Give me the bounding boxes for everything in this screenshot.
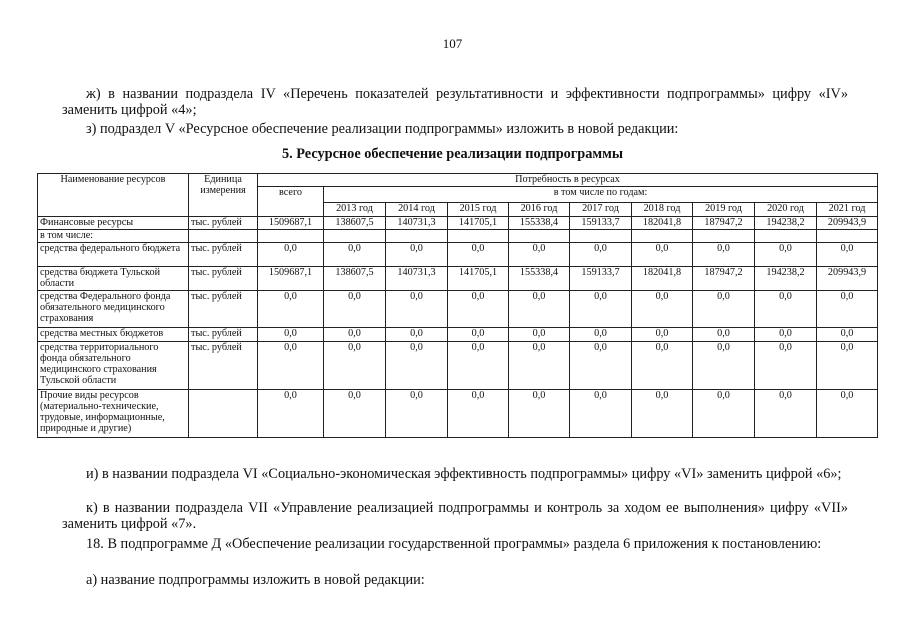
resource-name: Прочие виды ресурсов (материально-технические, трудовые, информационные, природные и другие) xyxy=(38,390,189,438)
year-value xyxy=(448,230,509,243)
year-value: 159133,7 xyxy=(570,267,632,291)
year-value: 0,0 xyxy=(570,291,632,328)
paragraph-i: и) в названии подраздела VI «Социально-экономическая эффективность подпрограммы» цифру «VI» заменить цифрой «6»; xyxy=(86,466,842,482)
year-value: 0,0 xyxy=(448,243,509,267)
year-value: 0,0 xyxy=(817,390,878,438)
year-value: 0,0 xyxy=(755,328,817,342)
header-resource-name: Наименование ресурсов xyxy=(38,174,189,217)
year-value: 0,0 xyxy=(509,243,570,267)
table-row xyxy=(38,291,878,328)
total-value: 0,0 xyxy=(258,328,324,342)
year-value: 0,0 xyxy=(509,291,570,328)
page-number: 107 xyxy=(442,36,463,51)
year-value: 0,0 xyxy=(693,328,755,342)
year-value: 0,0 xyxy=(509,342,570,390)
resource-name: средства федерального бюджета xyxy=(38,243,189,267)
resource-unit xyxy=(189,390,258,438)
year-value: 0,0 xyxy=(817,243,878,267)
header-by-years: в том числе по годам: xyxy=(324,187,878,203)
total-value: 0,0 xyxy=(258,291,324,328)
year-value xyxy=(693,230,755,243)
year-value: 0,0 xyxy=(693,291,755,328)
year-value: 0,0 xyxy=(570,328,632,342)
year-value: 0,0 xyxy=(386,328,448,342)
table-row xyxy=(38,342,878,390)
year-value: 0,0 xyxy=(693,342,755,390)
year-value: 141705,1 xyxy=(448,267,509,291)
header-year: 2017 год xyxy=(570,203,632,217)
year-value xyxy=(570,230,632,243)
year-value: 138607,5 xyxy=(324,217,386,230)
year-value xyxy=(324,230,386,243)
year-value: 0,0 xyxy=(448,291,509,328)
total-value xyxy=(258,230,324,243)
year-value: 0,0 xyxy=(755,390,817,438)
table-row xyxy=(38,217,878,230)
year-value: 0,0 xyxy=(570,243,632,267)
resource-unit: тыс. рублей xyxy=(189,243,258,267)
header-year: 2020 год xyxy=(755,203,817,217)
year-value: 0,0 xyxy=(509,328,570,342)
year-value: 0,0 xyxy=(386,243,448,267)
year-value: 0,0 xyxy=(817,291,878,328)
header-total: всего xyxy=(258,187,324,217)
table-row xyxy=(38,328,878,342)
year-value: 159133,7 xyxy=(570,217,632,230)
header-need: Потребность в ресурсах xyxy=(258,174,878,187)
year-value: 209943,9 xyxy=(817,217,878,230)
header-year: 2014 год xyxy=(386,203,448,217)
resource-name: Финансовые ресурсы xyxy=(38,217,189,230)
year-value: 0,0 xyxy=(386,342,448,390)
year-value: 0,0 xyxy=(448,328,509,342)
year-value: 182041,8 xyxy=(632,267,693,291)
year-value: 182041,8 xyxy=(632,217,693,230)
resource-unit: тыс. рублей xyxy=(189,291,258,328)
paragraph-zh: ж) в названии подраздела IV «Перечень показателей результативности и эффективности подпрограммы» цифру «IV» заменить цифрой «4»; xyxy=(62,86,848,118)
year-value: 0,0 xyxy=(509,390,570,438)
year-value xyxy=(386,230,448,243)
resource-unit: тыс. рублей xyxy=(189,267,258,291)
year-value: 0,0 xyxy=(693,243,755,267)
year-value xyxy=(632,230,693,243)
year-value: 0,0 xyxy=(448,390,509,438)
year-value: 141705,1 xyxy=(448,217,509,230)
year-value: 187947,2 xyxy=(693,217,755,230)
resource-unit: тыс. рублей xyxy=(189,328,258,342)
resource-unit xyxy=(189,230,258,243)
total-value: 0,0 xyxy=(258,390,324,438)
year-value: 0,0 xyxy=(755,291,817,328)
year-value xyxy=(755,230,817,243)
paragraph-a: а) название подпрограммы изложить в новой редакции: xyxy=(86,572,425,588)
resource-unit: тыс. рублей xyxy=(189,342,258,390)
header-year: 2021 год xyxy=(817,203,878,217)
year-value: 194238,2 xyxy=(755,217,817,230)
resource-name: в том числе: xyxy=(38,230,189,243)
year-value: 0,0 xyxy=(324,342,386,390)
header-year: 2019 год xyxy=(693,203,755,217)
section-heading: 5. Ресурсное обеспечение реализации подпрограммы xyxy=(281,146,624,162)
year-value: 138607,5 xyxy=(324,267,386,291)
table-row xyxy=(38,390,878,438)
year-value: 0,0 xyxy=(755,342,817,390)
header-unit: Единица измерения xyxy=(189,174,258,217)
table-row xyxy=(38,267,878,291)
total-value: 0,0 xyxy=(258,342,324,390)
year-value: 0,0 xyxy=(324,390,386,438)
total-value: 1509687,1 xyxy=(258,217,324,230)
year-value: 0,0 xyxy=(386,390,448,438)
year-value: 0,0 xyxy=(570,390,632,438)
year-value xyxy=(817,230,878,243)
year-value: 0,0 xyxy=(632,243,693,267)
table-row xyxy=(38,230,878,243)
year-value: 0,0 xyxy=(632,342,693,390)
year-value: 155338,4 xyxy=(509,267,570,291)
year-value: 0,0 xyxy=(817,342,878,390)
year-value: 155338,4 xyxy=(509,217,570,230)
year-value: 0,0 xyxy=(632,291,693,328)
total-value: 0,0 xyxy=(258,243,324,267)
total-value: 1509687,1 xyxy=(258,267,324,291)
resource-unit: тыс. рублей xyxy=(189,217,258,230)
year-value: 140731,3 xyxy=(386,267,448,291)
year-value: 209943,9 xyxy=(817,267,878,291)
header-year: 2016 год xyxy=(509,203,570,217)
year-value: 0,0 xyxy=(324,328,386,342)
paragraph-k: к) в названии подраздела VII «Управление реализацией подпрограммы и контроль за ходом ее выполнения» цифру «VII» заменить цифрой «7». xyxy=(62,500,848,532)
header-year: 2013 год xyxy=(324,203,386,217)
year-value: 0,0 xyxy=(386,291,448,328)
year-value: 0,0 xyxy=(755,243,817,267)
year-value: 0,0 xyxy=(448,342,509,390)
table-row xyxy=(38,243,878,267)
year-value: 0,0 xyxy=(324,291,386,328)
year-value: 194238,2 xyxy=(755,267,817,291)
header-year: 2015 год xyxy=(448,203,509,217)
year-value: 0,0 xyxy=(324,243,386,267)
year-value: 140731,3 xyxy=(386,217,448,230)
header-year: 2018 год xyxy=(632,203,693,217)
year-value: 187947,2 xyxy=(693,267,755,291)
resource-name: средства территориального фонда обязательного медицинского страхования Тульской области xyxy=(38,342,189,390)
resource-name: средства местных бюджетов xyxy=(38,328,189,342)
paragraph-18: 18. В подпрограмме Д «Обеспечение реализации государственной программы» раздела 6 приложения к постановлению: xyxy=(86,536,822,552)
year-value: 0,0 xyxy=(632,390,693,438)
year-value: 0,0 xyxy=(570,342,632,390)
resource-name: средства Федерального фонда обязательного медицинского страхования xyxy=(38,291,189,328)
year-value: 0,0 xyxy=(632,328,693,342)
year-value xyxy=(509,230,570,243)
year-value: 0,0 xyxy=(817,328,878,342)
paragraph-z: з) подраздел V «Ресурсное обеспечение реализации подпрограммы» изложить в новой редакции: xyxy=(86,121,679,137)
resources-table xyxy=(37,173,878,438)
resource-name: средства бюджета Тульской области xyxy=(38,267,189,291)
year-value: 0,0 xyxy=(693,390,755,438)
